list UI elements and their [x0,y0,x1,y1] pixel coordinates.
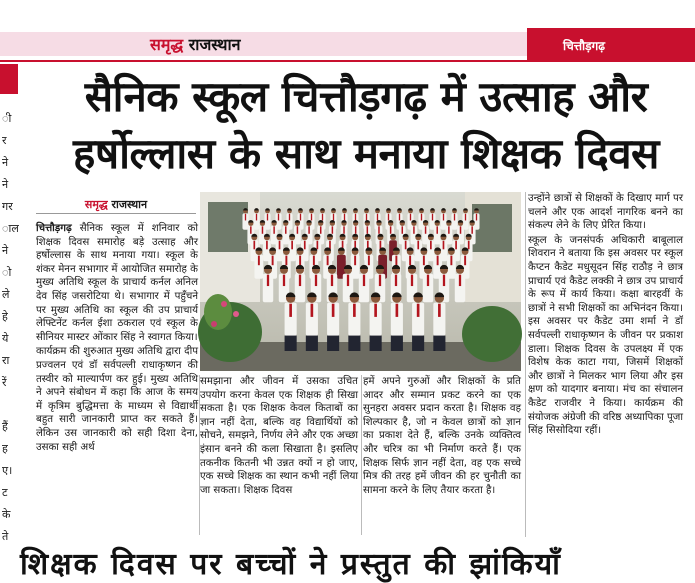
column2-text: समझाना और जीवन में उसका उचित उपयोग करना केवल एक शिक्षक ही सिखा सकता है। एक शिक्षक केवल किताबों का ज्ञान नहीं देता, बल्कि वह विद्यार्थियों को सोचने, समझने, निर्णय लेने और एक अच्छा इंसान बनने की कला सिखाता है। इसलिए तकनीक कितनी भी उन्नत क्यों न हो जाए, एक सच्चे शिक्षक का स्थान कभी नहीं लिया जा सकता। शिक्षक दिवस [200,376,358,496]
person [451,208,457,230]
byline-rule [36,213,196,214]
article-column-1 [36,222,198,540]
adjacent-text-fragment: हैं [2,420,8,433]
header-brand [150,33,240,55]
adjacent-text-fragment: रें [2,376,7,389]
adjacent-text-fragment: हे [2,310,8,323]
group-photo-image [200,192,521,371]
column1-paragraph-1-text: सैनिक स्कूल में शनिवार को शिक्षक दिवस समारोह बड़े उत्साह और हर्षोल्लास के साथ मनाया गया। स्कूल के शंकर मेनन सभागार में आयोजित समारोह के मुख्य अतिथि स्कूल के प्राचार्य कर्नल अनिल देव सिंह जसरोटिया थे। सभागार में पहुँचने पर मुख्य अतिथि का स्कूल की उप प्राचार्य लेफ्टिनेंट कर्नल ईशा ठकराल एवं स्कूल के सीनियर मास्टर ओंकार सिंह ने स्वागत किया। [36,223,198,343]
adjacent-text-fragment: ते [2,530,9,543]
adjacent-text-fragment: र [2,134,7,147]
next-article-headline-fragment [20,547,695,582]
adjacent-text-fragment: ो [2,266,12,279]
header-brand-part2: राजस्थान [188,35,241,54]
person [253,208,259,230]
byline-part1: समृद्ध [84,198,108,211]
person [282,220,289,244]
next-article-headline-text: शिक्षक दिवस पर बच्चों ने प्रस्तुत की झांकियाँ [20,547,562,582]
column-separator [525,192,526,537]
adjacent-text-fragment: ने [2,156,9,169]
group-photo [200,192,521,371]
person [359,265,369,302]
column3-text: हमें अपने गुरुओं और शिक्षकों के प्रति आदर और सम्मान प्रकट करने का एक सुनहरा अवसर प्रदान करता है। शिक्षक वह शिल्पकार है, जो न केवल छात्रों को ज्ञान का प्रकाश देते हैं, बल्कि उनके व्यक्तित्व और चरित्र का भी निर्माण करते हैं। एक शिक्षक सिर्फ ज्ञान नहीं देता, वह एक सच्चे मित्र की तरह हमें जीवन की हर चुनौती का सामना करने के लिए तैयार करता है। [363,376,521,496]
adjacent-text-fragment: रा [2,354,10,367]
person [440,208,446,230]
adjacent-text-fragment: ले [2,288,10,301]
column-separator [361,375,362,535]
adjacent-text-fragment: ट [2,486,8,499]
person [295,265,305,302]
person [254,247,263,278]
column4-paragraph-2: स्कूल के जनसंपर्क अधिकारी बाबूलाल शिवरान ने बताया कि इस अवसर पर स्कूल कैप्टन कैडेट मधुसूदन सिंह राठौड़ ने छात्र प्राचार्य एवं कैडेट लक्की ने छात्र उप प्राचार्य के रूप में कार्य किया। कक्षा बारहवीं के छात्रों ने सभी शिक्षकों का अभिनंदन किया। इस अवसर पर कैडेट उमा शर्मा ने डॉ सर्वपल्ली राधाकृष्णन के जीवन पर प्रकाश डाला। शिक्षक दिवस के उपलक्ष्य में एक विशेष केक काटा गया, जिसमें शिक्षकों और छात्रों ने मिलकर भाग लिया और इस क्षण को यादगार बनाया। मंच का संचालन कैडेट राजवीर ने किया। कार्यक्रम की संयोजक अंग्रेजी की वरिष्ठ अध्यापिका पूजा सिंह सिसोदिया रहीं। [528,234,683,437]
article-column-2 [200,375,358,535]
column1-paragraph-2: कार्यक्रम की शुरुआत मुख्य अतिथि द्वारा दीप प्रज्वलन एवं डॉ सर्वपल्ली राधाकृष्णन की तस्वीर को माल्यार्पण कर हुई। मुख्य अतिथि ने अपने संबोधन में कहा कि आज के समय में कृत्रिम बुद्धिमत्ता के माध्यम से विद्यार्थी बहुत सारी जानकारी प्राप्त कर सकते हैं। लेकिन उस जानकारी को सही दिशा देना, उसका सही अर्थ [36,346,198,453]
article-column-3 [363,375,521,535]
person [434,220,441,244]
byline-part2: राजस्थान [111,198,148,211]
adjacent-article-fragment [0,64,18,562]
person [263,265,273,302]
adjacent-text-fragment: के [2,508,11,521]
adjacent-article-marker [0,64,18,94]
adjacent-text-fragment: गर [2,200,13,213]
header-rule [0,60,695,62]
person [423,265,433,302]
adjacent-text-fragment: ए। [2,464,13,477]
adjacent-text-fragment: ने [2,244,9,257]
section-label: चित्तौड़गढ़ [527,28,695,60]
person [455,265,465,302]
adjacent-text-fragment: ने [2,178,9,191]
adjacent-text-fragment: ये [2,332,9,345]
adjacent-text-fragment: ह [2,442,8,455]
dateline: चित्तौड़गढ़ [36,223,72,234]
article-headline: सैनिक स्कूल चित्तौड़गढ़ में उत्साह और हर्षोल्लास के साथ मनाया शिक्षक दिवस [73,72,659,178]
article-column-4 [528,192,683,537]
adjacent-text-fragment: ी [2,112,12,125]
person [242,208,248,230]
column1-paragraph-1 [36,222,198,344]
running-header [0,28,695,60]
adjacent-text-fragment: ाल [2,222,19,235]
column4-paragraph-1: उन्होंने छात्रों से शिक्षकों के दिखाए मार्ग पर चलने और एक आदर्श नागरिक बनने का संकल्प लेने के लिए प्रेरित किया। [528,193,683,232]
byline [36,197,196,213]
header-brand-part1: समृद्ध [150,35,184,54]
